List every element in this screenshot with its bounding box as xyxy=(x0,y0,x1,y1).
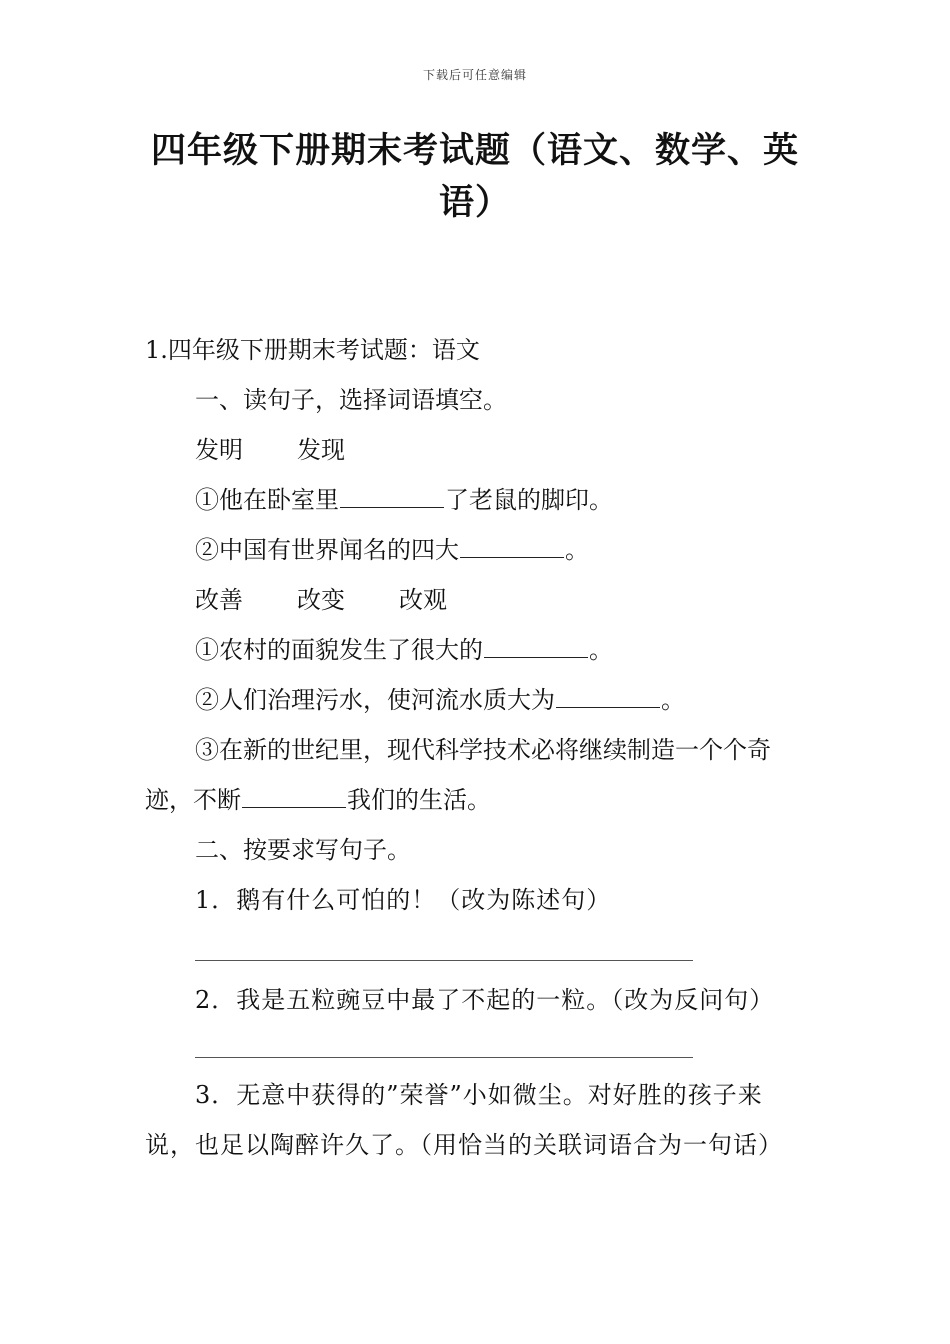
question-2: 2．我是五粒豌豆中最了不起的一粒。（改为反问句） xyxy=(195,986,775,1014)
sentence-text: ①农村的面貌发生了很大的 xyxy=(195,636,483,664)
sentence-text: ②中国有世界闻名的四大 xyxy=(195,536,459,564)
word-choice: 改善 xyxy=(195,586,243,614)
part1-heading: 一、读句子，选择词语填空。 xyxy=(195,386,507,414)
fill-sentence-b1 xyxy=(195,635,613,665)
blank[interactable] xyxy=(460,535,564,558)
word-choice: 发明 xyxy=(195,436,243,464)
word-choices-a xyxy=(195,435,345,465)
part2-heading: 二、按要求写句子。 xyxy=(195,836,411,864)
sentence-text: 。 xyxy=(661,686,685,714)
fill-sentence-a2 xyxy=(195,535,589,565)
word-choice: 改观 xyxy=(399,586,447,614)
sentence-text: 了老鼠的脚印。 xyxy=(445,486,613,514)
word-choice: 改变 xyxy=(297,586,345,614)
question-3: 3．无意中获得的”荣誉”小如微尘。对好胜的孩子来说，也足以陶醉许久了。（用恰当的关联词语合为一句话） xyxy=(145,1081,783,1159)
answer-line-2[interactable] xyxy=(195,1057,693,1058)
fill-sentence-a1 xyxy=(195,485,613,515)
document-title: 四年级下册期末考试题（语文、数学、英语） xyxy=(150,131,799,223)
sentence-text: 我们的生活。 xyxy=(347,786,491,814)
sentence-text: ③在新的世纪里，现代科学技术必将继续制造一个个奇迹，不断 xyxy=(145,736,771,814)
word-choice: 发现 xyxy=(297,436,345,464)
sentence-text: ①他在卧室里 xyxy=(195,486,339,514)
fill-sentence-b2 xyxy=(195,685,685,715)
question-1: 1．鹅有什么可怕的！（改为陈述句） xyxy=(195,886,612,914)
answer-line-1[interactable] xyxy=(195,960,693,961)
section-heading: 1.四年级下册期末考试题：语文 xyxy=(145,336,480,364)
blank[interactable] xyxy=(484,635,588,658)
sentence-text: 。 xyxy=(565,536,589,564)
header-note: 下载后可任意编辑 xyxy=(422,68,527,82)
blank[interactable] xyxy=(340,485,444,508)
sentence-text: ②人们治理污水，使河流水质大为 xyxy=(195,686,555,714)
blank[interactable] xyxy=(556,685,660,708)
blank[interactable] xyxy=(242,785,346,808)
sentence-text: 。 xyxy=(589,636,613,664)
fill-sentence-b3 xyxy=(145,725,807,825)
word-choices-b xyxy=(195,585,447,615)
